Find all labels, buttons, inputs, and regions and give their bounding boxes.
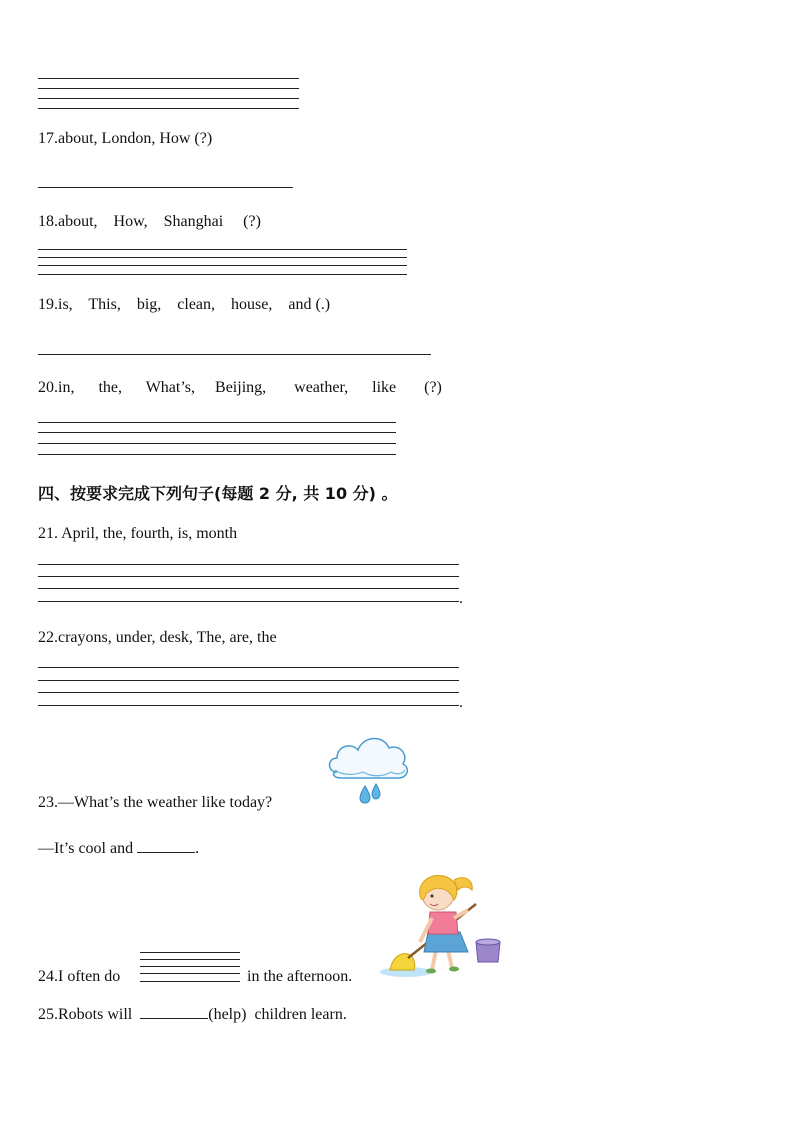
end-mark: . xyxy=(459,590,463,607)
end-mark: . xyxy=(195,840,200,857)
answer-line-24[interactable] xyxy=(140,959,240,960)
answer-line-20[interactable] xyxy=(38,432,396,433)
question-24-prefix: 24.I often do xyxy=(38,968,125,985)
answer-line-22[interactable] xyxy=(38,667,459,668)
question-25 xyxy=(38,1002,347,1025)
answer-blank-25[interactable] xyxy=(140,1002,208,1019)
answer-line-18[interactable] xyxy=(38,249,407,250)
answer-line-22[interactable] xyxy=(38,705,459,706)
answer-line-21[interactable] xyxy=(38,564,459,565)
answer-line-24[interactable] xyxy=(140,952,240,953)
section-heading: 四、按要求完成下列句子(每题 2 分, 共 10 分) 。 xyxy=(38,484,398,503)
answer-line[interactable] xyxy=(38,98,299,99)
question-21: 21. April, the, fourth, is, month xyxy=(38,525,238,542)
question-19: 19.is, This, big, clean, house, and (.) xyxy=(38,296,331,313)
question-24-suffix: in the afternoon. xyxy=(243,968,353,985)
question-25-prefix: 25.Robots will xyxy=(38,1006,141,1023)
answer-line-18[interactable] xyxy=(38,265,407,266)
answer-line-21[interactable] xyxy=(38,601,459,602)
answer-line-20[interactable] xyxy=(38,454,396,455)
answer-line-22[interactable] xyxy=(38,692,459,693)
question-22: 22.crayons, under, desk, The, are, the xyxy=(38,629,277,646)
end-mark: . xyxy=(459,694,463,711)
answer-line[interactable] xyxy=(38,88,299,89)
answer-line-20[interactable] xyxy=(38,443,396,444)
answer-line-18[interactable] xyxy=(38,274,407,275)
answer-prefix: —It’s cool and xyxy=(38,840,138,857)
question-17: 17.about, London, How (?) xyxy=(38,130,213,147)
question-18: 18.about, How, Shanghai (?) xyxy=(38,213,261,230)
girl-mopping-icon xyxy=(378,866,504,980)
answer-line-19[interactable] xyxy=(38,354,431,355)
question-25-suffix: (help) children learn. xyxy=(208,1006,347,1023)
answer-line-18[interactable] xyxy=(38,257,407,258)
answer-line-17[interactable] xyxy=(38,187,293,188)
answer-line-21[interactable] xyxy=(38,588,459,589)
answer-line-24[interactable] xyxy=(140,981,240,982)
answer-line-21[interactable] xyxy=(38,576,459,577)
answer-line[interactable] xyxy=(38,108,299,109)
answer-line-20[interactable] xyxy=(38,422,396,423)
cloud-rain-icon xyxy=(325,728,411,812)
question-20: 20.in, the, What’s, Beijing, weather, like (?) xyxy=(38,379,442,396)
answer-line[interactable] xyxy=(38,78,299,79)
answer-line-24[interactable] xyxy=(140,973,240,974)
answer-blank-23[interactable] xyxy=(137,836,195,853)
answer-line-22[interactable] xyxy=(38,680,459,681)
question-23-answer xyxy=(38,836,199,859)
answer-line-24[interactable] xyxy=(140,966,240,967)
question-23: 23.—What’s the weather like today? xyxy=(38,794,273,811)
